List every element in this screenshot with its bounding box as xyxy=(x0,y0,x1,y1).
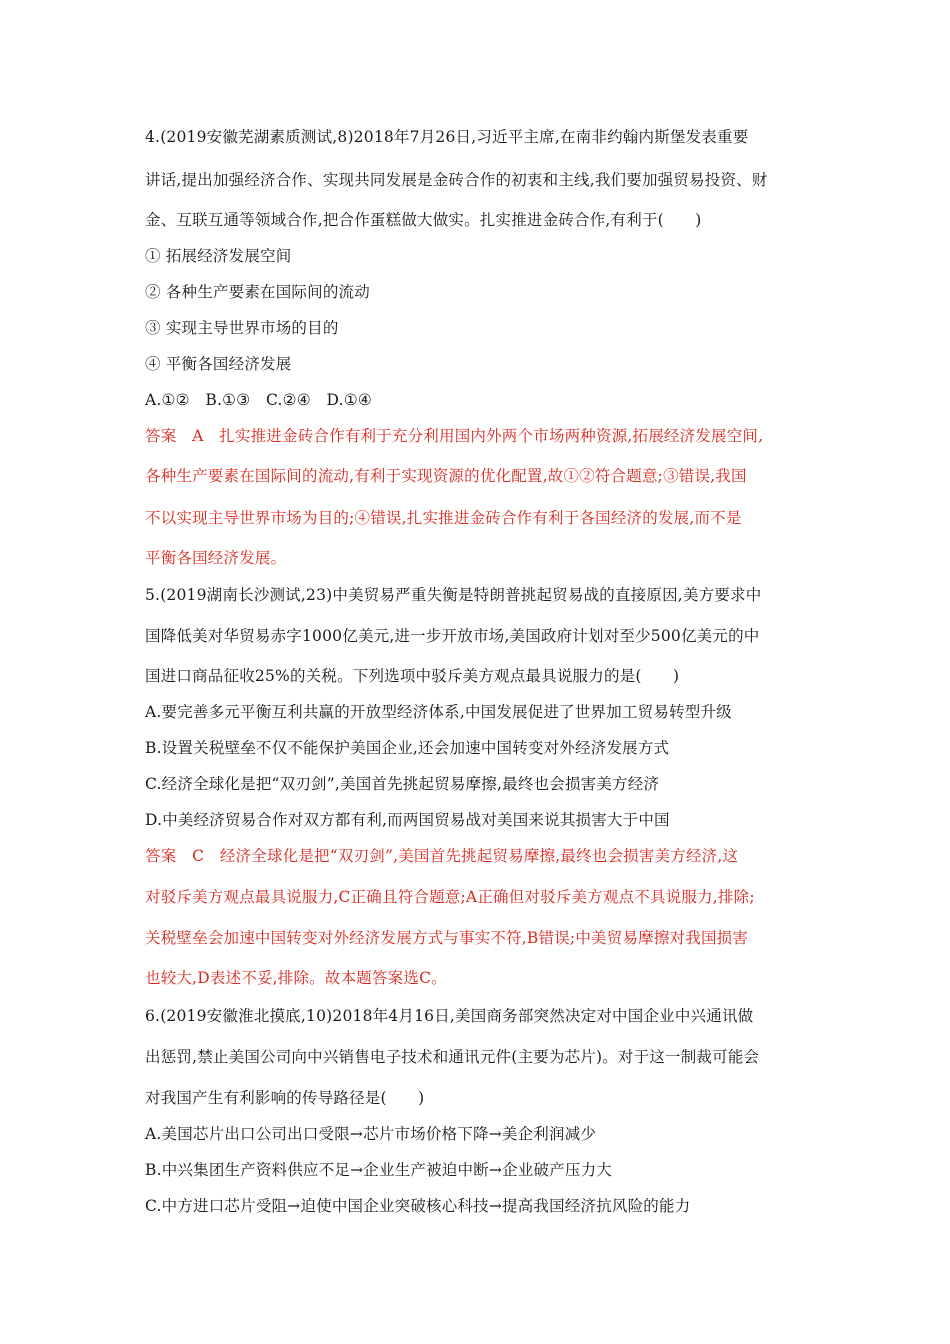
q4-answer-line-4: 平衡各国经济发展。 xyxy=(145,549,287,567)
q6-stem-line-1: 6.(2019安徽淮北摸底,10)2018年4月16日,美国商务部突然决定对中国企业中兴通讯做 xyxy=(145,1007,754,1025)
q6-option-a: A.美国芯片出口公司出口受限→芯片市场价格下降→美企利润减少 xyxy=(145,1125,597,1143)
q4-stem-line-3: 金、互联互通等领域合作,把合作蛋糕做大做实。扎实推进金砖合作,有利于( ) xyxy=(145,211,702,229)
q5-option-b: B.设置关税壁垒不仅不能保护美国企业,还会加速中国转变对外经济发展方式 xyxy=(145,739,670,757)
q4-stem-line-1: 4.(2019安徽芜湖素质测试,8)2018年7月26日,习近平主席,在南非约翰内斯堡发表重要 xyxy=(145,128,749,146)
q6-option-b: B.中兴集团生产资料供应不足→企业生产被迫中断→企业破产压力大 xyxy=(145,1161,612,1179)
q4-item-1: ① 拓展经济发展空间 xyxy=(145,247,292,265)
q5-option-a: A.要完善多元平衡互利共赢的开放型经济体系,中国发展促进了世界加工贸易转型升级 xyxy=(145,703,732,721)
q4-answer-line-2: 各种生产要素在国际间的流动,有利于实现资源的优化配置,故①②符合题意;③错误,我国 xyxy=(145,467,747,485)
q5-option-d: D.中美经济贸易合作对双方都有利,而两国贸易战对美国来说其损害大于中国 xyxy=(145,811,670,829)
q6-stem-line-2: 出惩罚,禁止美国公司向中兴销售电子技术和通讯元件(主要为芯片)。对于这一制裁可能会 xyxy=(145,1048,760,1066)
q5-answer-line-3: 关税壁垒会加速中国转变对外经济发展方式与事实不符,B错误;中美贸易摩擦对我国损害 xyxy=(145,929,749,947)
q5-stem-line-2: 国降低美对华贸易赤字1000亿美元,进一步开放市场,美国政府计划对至少500亿美元的中 xyxy=(145,627,760,645)
q5-answer-line-4: 也较大,D表述不妥,排除。故本题答案选C。 xyxy=(145,969,447,987)
q4-item-4: ④ 平衡各国经济发展 xyxy=(145,355,292,373)
q5-answer-line-1: 答案 C 经济全球化是把“双刃剑”,美国首先挑起贸易摩擦,最终也会损害美方经济,这 xyxy=(145,847,739,865)
q6-stem-line-3: 对我国产生有利影响的传导路径是( ) xyxy=(145,1089,425,1107)
q5-stem-line-3: 国进口商品征收25%的关税。下列选项中驳斥美方观点最具说服力的是( ) xyxy=(145,667,680,685)
q4-answer-line-3: 不以实现主导世界市场为目的;④错误,扎实推进金砖合作有利于各国经济的发展,而不是 xyxy=(145,509,742,527)
q5-answer-line-2: 对驳斥美方观点最具说服力,C正确且符合题意;A正确但对驳斥美方观点不具说服力,排除; xyxy=(145,888,755,906)
q4-stem-line-2: 讲话,提出加强经济合作、实现共同发展是金砖合作的初衷和主线,我们要加强贸易投资、财 xyxy=(145,171,768,189)
q6-option-c: C.中方进口芯片受阻→迫使中国企业突破核心科技→提高我国经济抗风险的能力 xyxy=(145,1197,691,1215)
q5-stem-line-1: 5.(2019湖南长沙测试,23)中美贸易严重失衡是特朗普挑起贸易战的直接原因,美方要求中 xyxy=(145,586,762,604)
q4-answer-line-1: 答案 A 扎实推进金砖合作有利于充分利用国内外两个市场两种资源,拓展经济发展空间, xyxy=(145,427,764,445)
q4-item-2: ② 各种生产要素在国际间的流动 xyxy=(145,283,370,301)
q5-option-c: C.经济全球化是把“双刃剑”,美国首先挑起贸易摩擦,最终也会损害美方经济 xyxy=(145,775,660,793)
q4-options: A.①② B.①③ C.②④ D.①④ xyxy=(145,391,372,409)
q4-item-3: ③ 实现主导世界市场的目的 xyxy=(145,319,339,337)
